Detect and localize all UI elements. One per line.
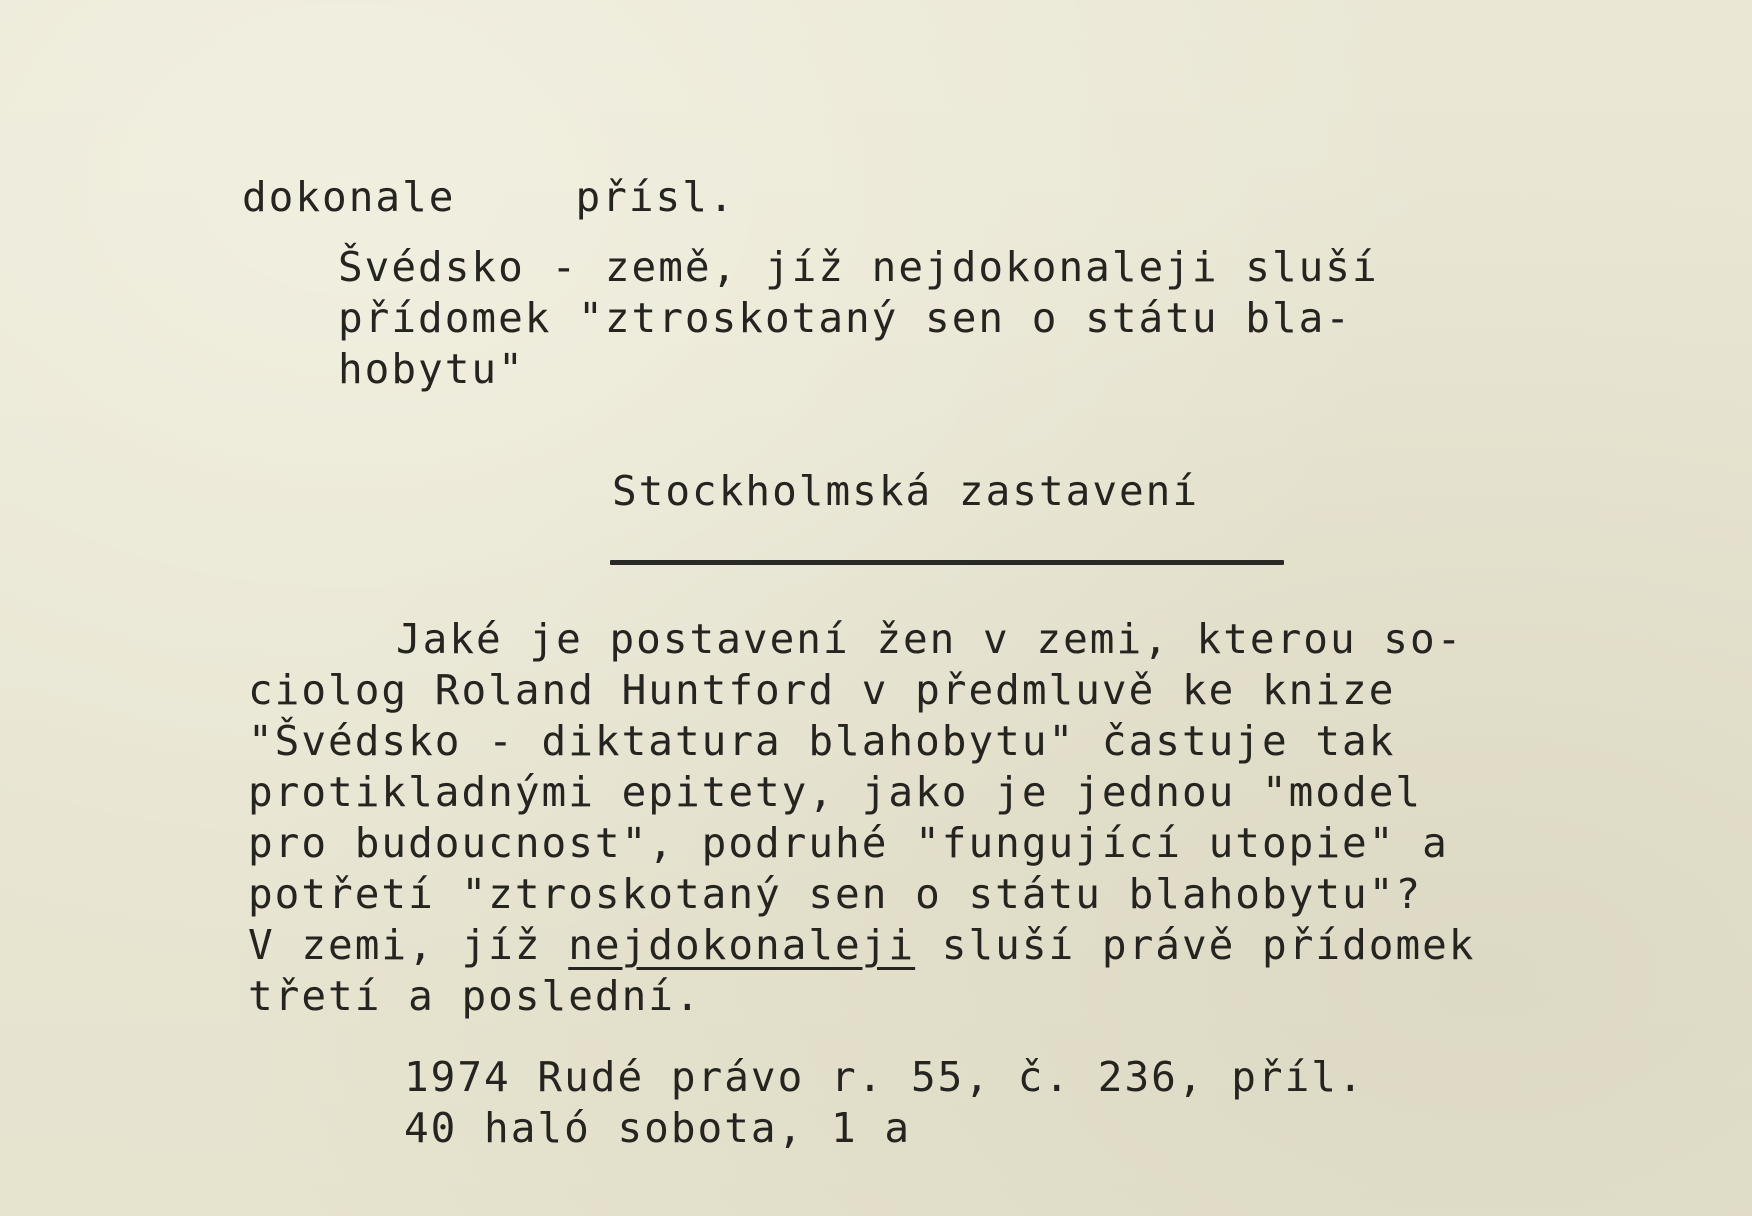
- paragraph-line: třetí a poslední.: [248, 972, 702, 1020]
- paragraph-line: pro budoucnost", podruhé "fungující utopie" a: [248, 819, 1449, 867]
- paragraph-text: V zemi, jíž: [248, 921, 569, 969]
- source-citation: [404, 1052, 1365, 1154]
- article-title: Stockholmská zastavení: [612, 467, 1200, 515]
- example-line: Švédsko - země, jíž nejdokonaleji sluší: [338, 243, 1379, 291]
- paragraph-line: Jaké je postavení žen v zemi, kterou so-: [396, 615, 1464, 663]
- paragraph-line: protikladnými epitety, jako je jednou "model: [248, 768, 1423, 816]
- article-paragraph: [248, 614, 1476, 1022]
- underlined-headword: nejdokonaleji: [568, 921, 916, 969]
- paragraph-line: [248, 920, 1476, 971]
- example-line: hobytu": [338, 345, 525, 393]
- paragraph-line: ciolog Roland Huntford v předmluvě ke knize: [248, 666, 1396, 714]
- paragraph-line: "Švédsko - diktatura blahobytu" častuje tak: [248, 717, 1396, 765]
- citation-line: 1974 Rudé právo r. 55, č. 236, příl.: [404, 1053, 1365, 1101]
- usage-example: [338, 242, 1379, 395]
- paragraph-text: sluší právě přídomek: [915, 921, 1476, 969]
- example-line: přídomek "ztroskotaný sen o státu bla-: [338, 294, 1352, 342]
- part-of-speech: přísl.: [575, 173, 736, 221]
- title-underline-rule: [610, 560, 1284, 565]
- headword: dokonale: [242, 173, 456, 221]
- paragraph-line: potřetí "ztroskotaný sen o státu blahobytu"?: [248, 870, 1423, 918]
- entry-heading: [242, 172, 736, 223]
- citation-line: 40 haló sobota, 1 a: [404, 1104, 911, 1152]
